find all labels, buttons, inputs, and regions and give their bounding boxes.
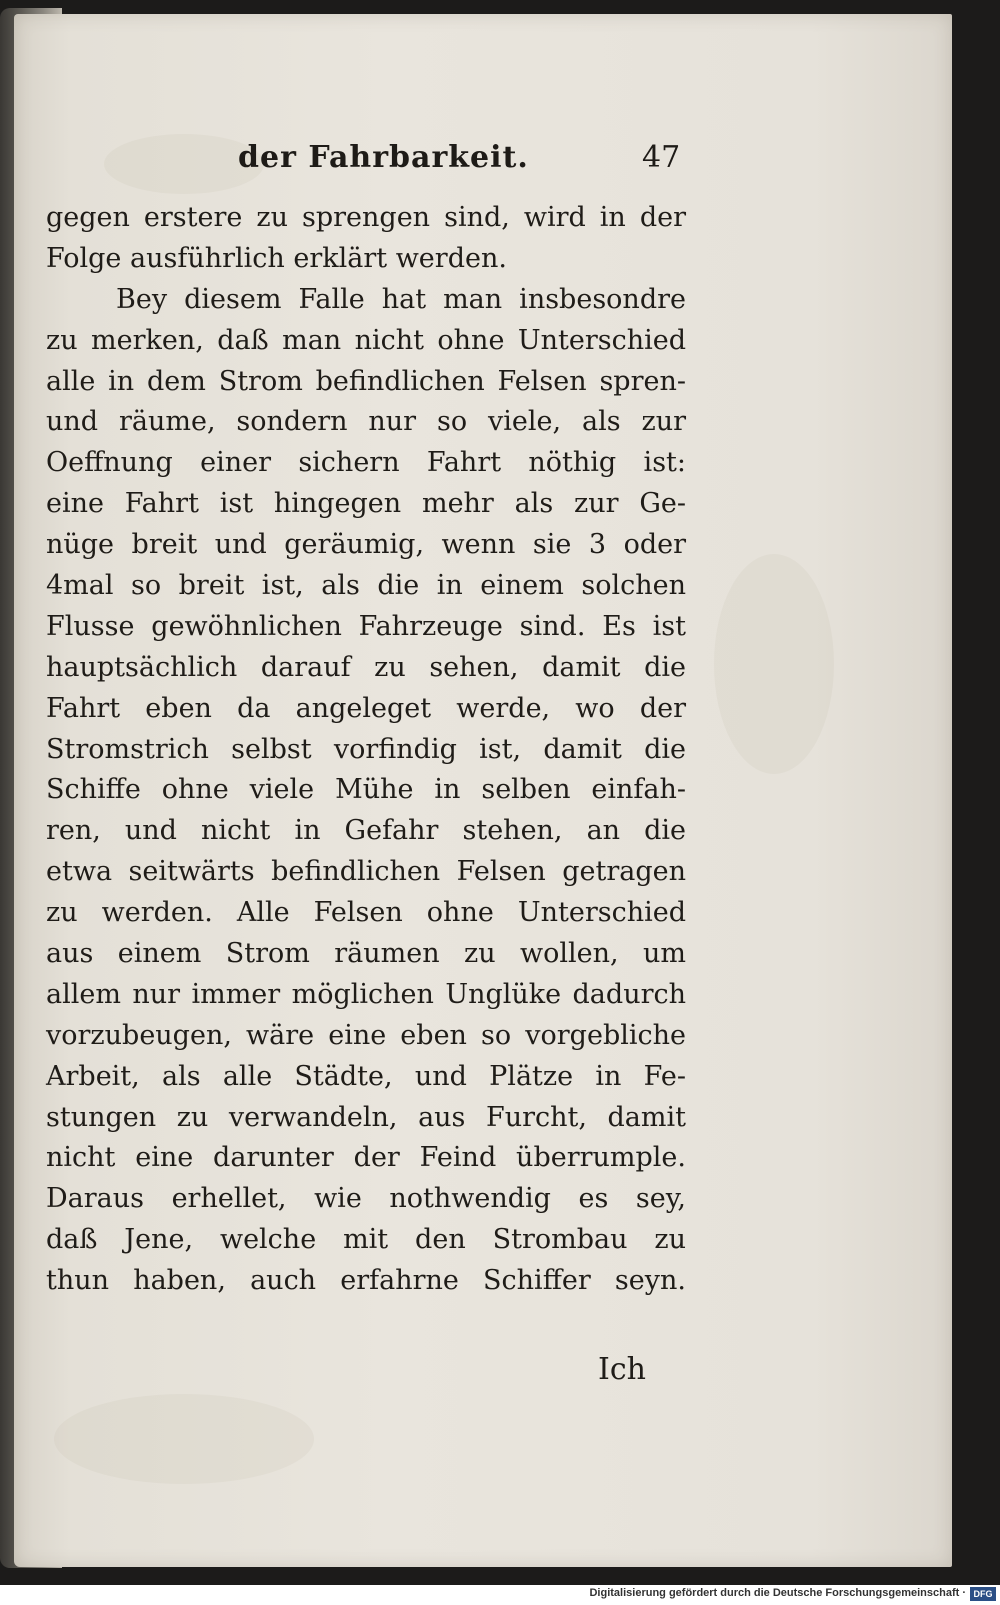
text-line: stungen zu verwandeln, aus Furcht, damit bbox=[46, 1101, 686, 1133]
body-text bbox=[46, 198, 686, 1302]
book-page bbox=[14, 14, 952, 1567]
text-line: Schiffe ohne viele Mühe in selben einfah- bbox=[46, 774, 686, 806]
text-line: Arbeit, als alle Städte, und Plätze in Fe- bbox=[46, 1060, 686, 1092]
text-line: alle in dem Strom befindlichen Felsen spren- bbox=[46, 365, 686, 397]
text-line: daß Jene, welche mit den Strombau zu bbox=[46, 1224, 686, 1256]
page-number: 47 bbox=[642, 140, 681, 175]
paper-stain bbox=[714, 554, 834, 774]
text-line: und räume, sondern nur so viele, als zur bbox=[46, 406, 686, 438]
text-line: zu werden. Alle Felsen ohne Unterschied bbox=[46, 897, 686, 929]
text-line: allem nur immer möglichen Unglüke dadurch bbox=[46, 978, 686, 1010]
funding-credit: Digitalisierung gefördert durch die Deutsche Forschungsgemeinschaft · bbox=[589, 1587, 966, 1599]
text-line: etwa seitwärts befindlichen Felsen getragen bbox=[46, 856, 686, 888]
running-header bbox=[14, 140, 952, 184]
text-line: Daraus erhellet, wie nothwendig es sey, bbox=[46, 1183, 686, 1215]
text-line: thun haben, auch erfahrne Schiffer seyn. bbox=[46, 1265, 686, 1297]
text-line: hauptsächlich darauf zu sehen, damit die bbox=[46, 651, 686, 683]
text-line: Stromstrich selbst vorfindig ist, damit die bbox=[46, 733, 686, 765]
dfg-logo: DFG bbox=[970, 1587, 996, 1601]
text-line: Oeffnung einer sichern Fahrt nöthig ist: bbox=[46, 447, 686, 479]
catchword: Ich bbox=[598, 1352, 646, 1387]
text-line: nüge breit und geräumig, wenn sie 3 oder bbox=[46, 529, 686, 561]
text-line: gegen erstere zu sprengen sind, wird in der bbox=[46, 202, 686, 233]
text-line: zu merken, daß man nicht ohne Unterschied bbox=[46, 324, 686, 356]
running-header-title: der Fahrbarkeit. bbox=[238, 140, 529, 175]
text-line: aus einem Strom räumen zu wollen, um bbox=[46, 938, 686, 970]
paper-stain bbox=[54, 1394, 314, 1484]
text-line: 4mal so breit ist, als die in einem solchen bbox=[46, 570, 686, 602]
text-line: Bey diesem Falle hat man insbesondre bbox=[116, 283, 686, 315]
text-line: Folge ausführlich erklärt werden. bbox=[46, 242, 507, 274]
text-line: vorzubeugen, wäre eine eben so vorgebliche bbox=[46, 1019, 686, 1051]
text-line: nicht eine darunter der Feind überrumple. bbox=[46, 1142, 686, 1174]
text-line: Flusse gewöhnlichen Fahrzeuge sind. Es ist bbox=[46, 610, 686, 642]
text-line: ren, und nicht in Gefahr stehen, an die bbox=[46, 815, 686, 847]
text-line: eine Fahrt ist hingegen mehr als zur Ge- bbox=[46, 488, 686, 520]
text-line: Fahrt eben da angeleget werde, wo der bbox=[46, 692, 686, 724]
digitization-footer bbox=[0, 1585, 1000, 1605]
